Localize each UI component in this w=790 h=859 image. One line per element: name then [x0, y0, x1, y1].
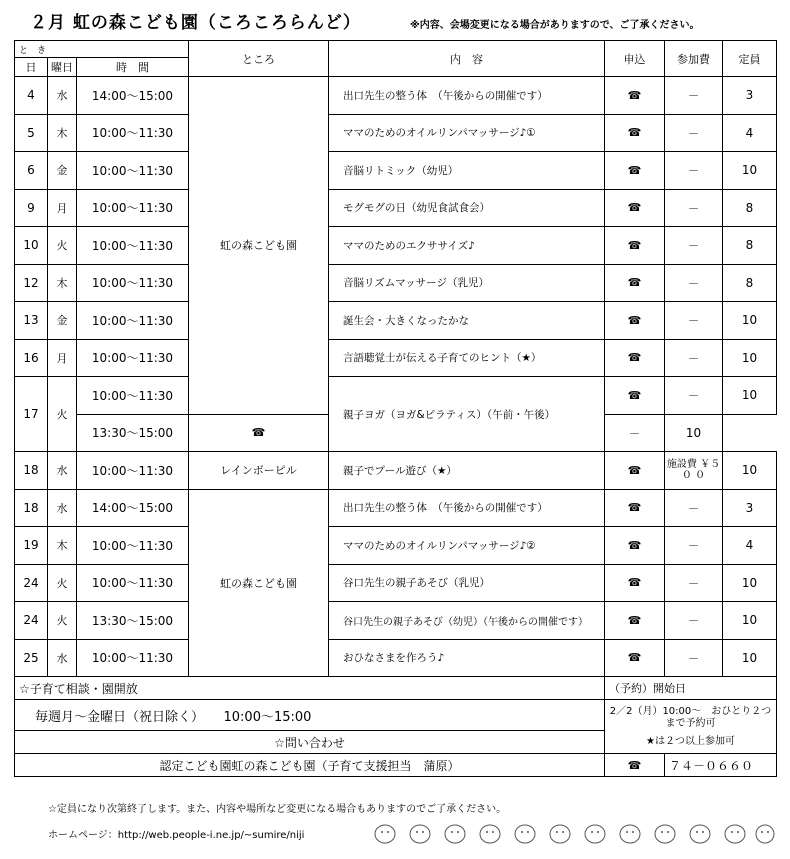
- chick-icon: [690, 825, 710, 843]
- phone-icon: ☎: [605, 527, 665, 565]
- fee-cell: －: [665, 152, 723, 190]
- table-row: [15, 114, 777, 152]
- chick-icon: [515, 825, 535, 843]
- day-cell: 6: [15, 152, 48, 190]
- dow-cell: 木: [48, 527, 77, 565]
- content-cell: ママのためのエクササイズ♪: [329, 227, 605, 265]
- table-row: [15, 639, 777, 677]
- table-row: [15, 77, 777, 115]
- content-cell: 谷口先生の親子あそび（乳児）: [329, 564, 605, 602]
- fee-cell: －: [605, 414, 665, 452]
- decoration-chicks: [365, 818, 775, 848]
- page-title: ２月 虹の森こども園（ころころらんど）: [30, 13, 361, 33]
- table-row: [15, 452, 777, 490]
- fee-cell: 施設費 ￥５０ ０: [665, 452, 723, 490]
- chick-icon: [725, 825, 745, 843]
- table-row: [15, 302, 777, 340]
- yoyaku-label: （予約）開始日: [605, 677, 777, 700]
- header: [0, 0, 790, 40]
- col-naiyou: 内 容: [329, 41, 605, 77]
- dow-cell: 火: [48, 602, 77, 640]
- time-cell: 10:00～11:30: [77, 377, 189, 415]
- star-note: ★は２つ以上参加可: [646, 735, 735, 747]
- time-cell: 13:30～15:00: [77, 414, 189, 452]
- time-cell: 10:00～11:30: [77, 114, 189, 152]
- footer-row-consult: [15, 677, 777, 700]
- day-cell: 12: [15, 264, 48, 302]
- fee-cell: －: [665, 377, 723, 415]
- dow-cell: 水: [48, 77, 77, 115]
- content-cell: ママのためのオイルリンパマッサージ♪②: [329, 527, 605, 565]
- phone-icon: ☎: [605, 339, 665, 377]
- phone-icon: ☎: [605, 189, 665, 227]
- day-cell: 4: [15, 77, 48, 115]
- header-row-1: [15, 41, 777, 58]
- time-cell: 10:00～11:30: [77, 564, 189, 602]
- chick-icon: [585, 825, 605, 843]
- day-cell: 24: [15, 564, 48, 602]
- phone-icon: ☎: [605, 114, 665, 152]
- chick-icon: [756, 825, 774, 843]
- chick-icon: [410, 825, 430, 843]
- fee-cell: －: [665, 189, 723, 227]
- time-cell: 10:00～11:30: [77, 302, 189, 340]
- place-cell: 虹の森こども園: [189, 489, 329, 677]
- fee-cell: －: [665, 339, 723, 377]
- day-cell: 13: [15, 302, 48, 340]
- capacity-cell: 10: [723, 639, 777, 677]
- dow-cell: 金: [48, 152, 77, 190]
- table-row: [15, 602, 777, 640]
- header-note: ※内容、会場変更になる場合がありますので、ご了承ください。: [410, 20, 700, 31]
- content-cell: 誕生会・大きくなったかな: [329, 302, 605, 340]
- consult-label: ☆子育て相談・園開放: [15, 677, 605, 700]
- phone-icon: ☎: [605, 564, 665, 602]
- chick-icon: [480, 825, 500, 843]
- capacity-cell: 4: [723, 527, 777, 565]
- col-sankahi: 参加費: [665, 41, 723, 77]
- fee-cell: －: [665, 77, 723, 115]
- table-row: [15, 152, 777, 190]
- capacity-cell: 3: [723, 489, 777, 527]
- table-row: [15, 527, 777, 565]
- homepage-link[interactable]: ホームページ：http://web.people-i.ne.jp/~sumire/niji: [48, 830, 305, 841]
- capacity-cell: 4: [723, 114, 777, 152]
- dow-cell: 月: [48, 189, 77, 227]
- chick-icon: [445, 825, 465, 843]
- dow-cell: 木: [48, 264, 77, 302]
- day-cell: 5: [15, 114, 48, 152]
- org-name: 認定こども園虹の森こども園（子育て支援担当 蒲原）: [15, 754, 605, 777]
- time-cell: 14:00～15:00: [77, 77, 189, 115]
- day-cell: 24: [15, 602, 48, 640]
- chick-icon: [655, 825, 675, 843]
- capacity-cell: 10: [723, 564, 777, 602]
- col-moushikomi: 申込: [605, 41, 665, 77]
- time-cell: 10:00～11:30: [77, 227, 189, 265]
- phone-icon: ☎: [605, 264, 665, 302]
- fee-cell: －: [665, 302, 723, 340]
- capacity-cell: 8: [723, 189, 777, 227]
- capacity-cell: 10: [723, 339, 777, 377]
- day-cell: 17: [15, 377, 48, 452]
- dow-cell: 水: [48, 639, 77, 677]
- tel-number: ７４－０６６０: [665, 754, 777, 777]
- time-cell: 13:30～15:00: [77, 602, 189, 640]
- phone-icon: ☎: [605, 152, 665, 190]
- capacity-cell: 8: [723, 227, 777, 265]
- col-tokoro: ところ: [189, 41, 329, 77]
- table-row: [15, 227, 777, 265]
- place-cell: レインボーピル: [189, 452, 329, 490]
- fee-cell: －: [665, 564, 723, 602]
- time-cell: 10:00～11:30: [77, 264, 189, 302]
- bottom-note: ☆定員になり次第終了します。また、内容や場所など変更になる場合もありますのでご了承ください。: [48, 804, 507, 815]
- col-hi: 日: [15, 58, 48, 77]
- fee-cell: －: [665, 227, 723, 265]
- time-cell: 10:00～11:30: [77, 152, 189, 190]
- place-cell: 虹の森こども園: [189, 77, 329, 415]
- content-cell: 谷口先生の親子あそび（幼児）（午後からの開催です）: [329, 602, 605, 640]
- day-cell: 16: [15, 339, 48, 377]
- time-cell: 10:00～11:30: [77, 639, 189, 677]
- phone-icon: ☎: [605, 754, 665, 777]
- schedule-table: [14, 40, 777, 777]
- dow-cell: 金: [48, 302, 77, 340]
- phone-icon: ☎: [605, 489, 665, 527]
- content-cell: 親子ヨガ（ヨガ&ピラティス）（午前・午後）: [329, 377, 605, 452]
- dow-cell: 火: [48, 377, 77, 452]
- capacity-cell: 10: [723, 152, 777, 190]
- capacity-cell: 8: [723, 264, 777, 302]
- capacity-cell: 10: [723, 602, 777, 640]
- fee-cell: －: [665, 527, 723, 565]
- dow-cell: 火: [48, 227, 77, 265]
- phone-icon: ☎: [605, 602, 665, 640]
- open-schedule: 毎週月～金曜日（祝日除く） 10:00～15:00: [15, 700, 605, 731]
- day-cell: 18: [15, 452, 48, 490]
- yoyaku-detail: 2／2（月）10:00～ おひとり２つまで予約可: [609, 705, 772, 729]
- day-cell: 9: [15, 189, 48, 227]
- table-row: [15, 264, 777, 302]
- time-cell: 10:00～11:30: [77, 527, 189, 565]
- chick-icon: [620, 825, 640, 843]
- inquiry-label: ☆問い合わせ: [15, 731, 605, 754]
- table-row: [15, 564, 777, 602]
- content-cell: おひなさまを作ろう♪: [329, 639, 605, 677]
- capacity-cell: 10: [665, 414, 723, 452]
- time-cell: 10:00～11:30: [77, 339, 189, 377]
- capacity-cell: 10: [723, 377, 777, 415]
- content-cell: 音脳リズムマッサージ（乳児）: [329, 264, 605, 302]
- phone-icon: ☎: [605, 227, 665, 265]
- capacity-cell: 10: [723, 302, 777, 340]
- table-row: [15, 339, 777, 377]
- content-cell: ママのためのオイルリンパマッサージ♪①: [329, 114, 605, 152]
- day-cell: 18: [15, 489, 48, 527]
- phone-icon: ☎: [605, 302, 665, 340]
- col-jikan: 時 間: [77, 58, 189, 77]
- capacity-cell: 3: [723, 77, 777, 115]
- dow-cell: 月: [48, 339, 77, 377]
- dow-cell: 木: [48, 114, 77, 152]
- fee-cell: －: [665, 489, 723, 527]
- footer-row-schedule: [15, 700, 777, 731]
- phone-icon: ☎: [605, 377, 665, 415]
- day-cell: 25: [15, 639, 48, 677]
- table-row: [15, 189, 777, 227]
- fee-cell: －: [665, 602, 723, 640]
- time-cell: 10:00～11:30: [77, 189, 189, 227]
- phone-icon: ☎: [605, 77, 665, 115]
- day-cell: 10: [15, 227, 48, 265]
- yoyaku-detail-cell: [605, 700, 777, 754]
- content-cell: 音脳リトミック（幼児）: [329, 152, 605, 190]
- time-cell: 10:00～11:30: [77, 452, 189, 490]
- phone-icon: ☎: [605, 639, 665, 677]
- time-cell: 14:00～15:00: [77, 489, 189, 527]
- fee-cell: －: [665, 264, 723, 302]
- dow-cell: 火: [48, 564, 77, 602]
- col-teiin: 定員: [723, 41, 777, 77]
- phone-icon: ☎: [189, 414, 329, 452]
- table-row: [15, 377, 777, 415]
- content-cell: 出口先生の整う体 （午後からの開催です）: [329, 77, 605, 115]
- content-cell: 親子でプール遊び（★）: [329, 452, 605, 490]
- fee-cell: －: [665, 639, 723, 677]
- table-row: [15, 489, 777, 527]
- chick-icon: [550, 825, 570, 843]
- content-cell: モグモグの日（幼児食試食会）: [329, 189, 605, 227]
- content-cell: 言語聴覚士が伝える子育てのヒント（★）: [329, 339, 605, 377]
- footer-row-contact: [15, 754, 777, 777]
- fee-cell: －: [665, 114, 723, 152]
- content-cell: 出口先生の整う体 （午後からの開催です）: [329, 489, 605, 527]
- col-toki: と き: [15, 41, 189, 58]
- capacity-cell: 10: [723, 452, 777, 490]
- phone-icon: ☎: [605, 452, 665, 490]
- dow-cell: 水: [48, 452, 77, 490]
- col-youbi: 曜日: [48, 58, 77, 77]
- dow-cell: 水: [48, 489, 77, 527]
- chick-icon: [375, 825, 395, 843]
- day-cell: 19: [15, 527, 48, 565]
